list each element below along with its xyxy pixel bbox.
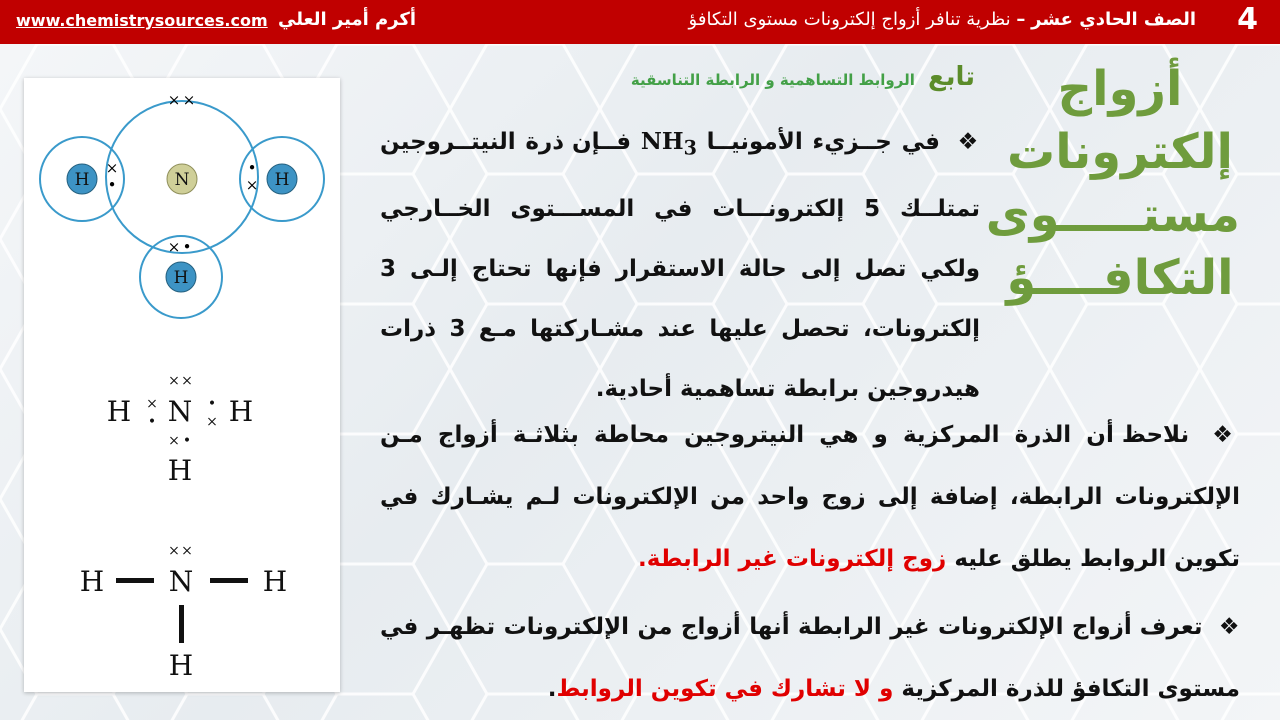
continued-label: تابع <box>927 62 975 92</box>
definition-term: لا تشارك في تكوين الروابط <box>556 676 872 702</box>
p3-and: و <box>879 676 894 702</box>
side-title <box>985 58 1240 310</box>
topic-label: الروابط التساهمية و الرابطة التناسقية <box>630 71 915 89</box>
lone-pair-term: زوج إلكترونات غير الرابطة <box>646 546 947 572</box>
bond-bottom <box>179 605 184 643</box>
author-name: أكرم أمير العلي <box>278 9 417 30</box>
atom-label: H <box>173 268 189 288</box>
electron-x: × <box>146 396 158 412</box>
ammonia-diagrams <box>24 78 340 692</box>
ammonia-diagram-panel <box>24 78 340 692</box>
lesson-title: نظرية تنافر أزواج إلكترونات مستوى التكافؤ <box>688 9 1011 30</box>
electron-x: × <box>105 159 119 177</box>
atom-label: N <box>167 395 193 428</box>
section-subheading <box>631 62 975 92</box>
electron-x: × <box>182 91 196 109</box>
separator: – <box>1016 9 1026 30</box>
electron-x: × <box>206 414 218 430</box>
atom-label: H <box>106 395 132 428</box>
formula-subscript: 3 <box>683 136 697 160</box>
electron-x: × <box>245 176 259 194</box>
side-title-line: أزواج <box>1057 61 1183 117</box>
electron-x: × <box>168 373 180 389</box>
structural-formula <box>80 543 287 682</box>
grade-label: الصف الحادي عشر <box>1031 9 1196 30</box>
website-link[interactable]: www.chemistrysources.com <box>16 11 268 30</box>
p2-text: نلاحظ أن الذرة المركزية و هي النيتروجين محاطة بثلاثـة أزواج مـن الإلكترونات الرابطة، إضافة إلى زوج واحد من الإلكترونات لـم يشـارك في تكوين الروابط يطلق عليه <box>380 422 1240 572</box>
electron-dot: • <box>182 238 192 256</box>
electron-dot: • <box>107 176 117 194</box>
side-title-line: مستـــــوى <box>985 187 1240 243</box>
ammonia-formula <box>640 128 697 160</box>
p1-text-end: فــإن ذرة النيتــروجين تمتلــك 5 إلكترونـــات في المســـتوى الخــارجي ولكي تصل إلى حالة الاستقرار فإنها تحتاج إلـى 3 إلكترونات، تحصل عليها عند مشـاركتها مـع 3 ذرات هيدروجين برابطة تساهمية أحادية. <box>380 129 981 402</box>
atom-label: H <box>167 454 193 487</box>
bond-left <box>116 578 154 583</box>
bullet-icon: ❖ <box>1218 614 1240 640</box>
header-bar <box>0 0 1280 44</box>
atom-label: H <box>262 565 288 598</box>
electron-x: × <box>168 543 180 559</box>
electron-dot: • <box>207 396 217 412</box>
p1-text-start: في جــزيء الأمونيــا <box>706 129 940 155</box>
slide-number: 4 <box>1237 2 1258 37</box>
p2-period: . <box>638 546 647 572</box>
electron-dot: • <box>247 159 257 177</box>
electron-x: × <box>181 543 193 559</box>
electron-x: × <box>168 433 180 449</box>
atom-label: N <box>168 565 194 598</box>
electron-x: × <box>167 91 181 109</box>
atom-label: H <box>79 565 105 598</box>
electron-x: × <box>181 373 193 389</box>
bond-right <box>210 578 248 583</box>
bullet-icon: ❖ <box>957 129 981 155</box>
p3-text: تعرف أزواج الإلكترونات غير الرابطة أنها أزواج من الإلكترونات تظهـر في مستوى التكافؤ للذرة المركزية <box>380 614 1240 702</box>
electron-dot: • <box>182 433 192 449</box>
paragraph-definition <box>380 596 1240 720</box>
side-title-line: إلكترونات <box>1007 124 1233 180</box>
atom-label: H <box>74 170 90 190</box>
side-title-line: التكافــــؤ <box>1006 250 1234 306</box>
lewis-dot-structure <box>107 373 253 487</box>
atom-label: H <box>228 395 254 428</box>
formula-main: NH <box>640 128 684 155</box>
atom-label: H <box>168 649 194 682</box>
paragraph-lone-pair <box>380 404 1240 590</box>
p3-period: . <box>547 676 557 702</box>
bullet-icon: ❖ <box>1212 422 1240 448</box>
paragraph-ammonia <box>380 112 980 419</box>
atom-label: N <box>174 170 190 190</box>
electron-x: × <box>167 238 181 256</box>
electron-dot: • <box>147 414 157 430</box>
breadcrumb <box>689 9 1196 30</box>
atom-label: H <box>274 170 290 190</box>
